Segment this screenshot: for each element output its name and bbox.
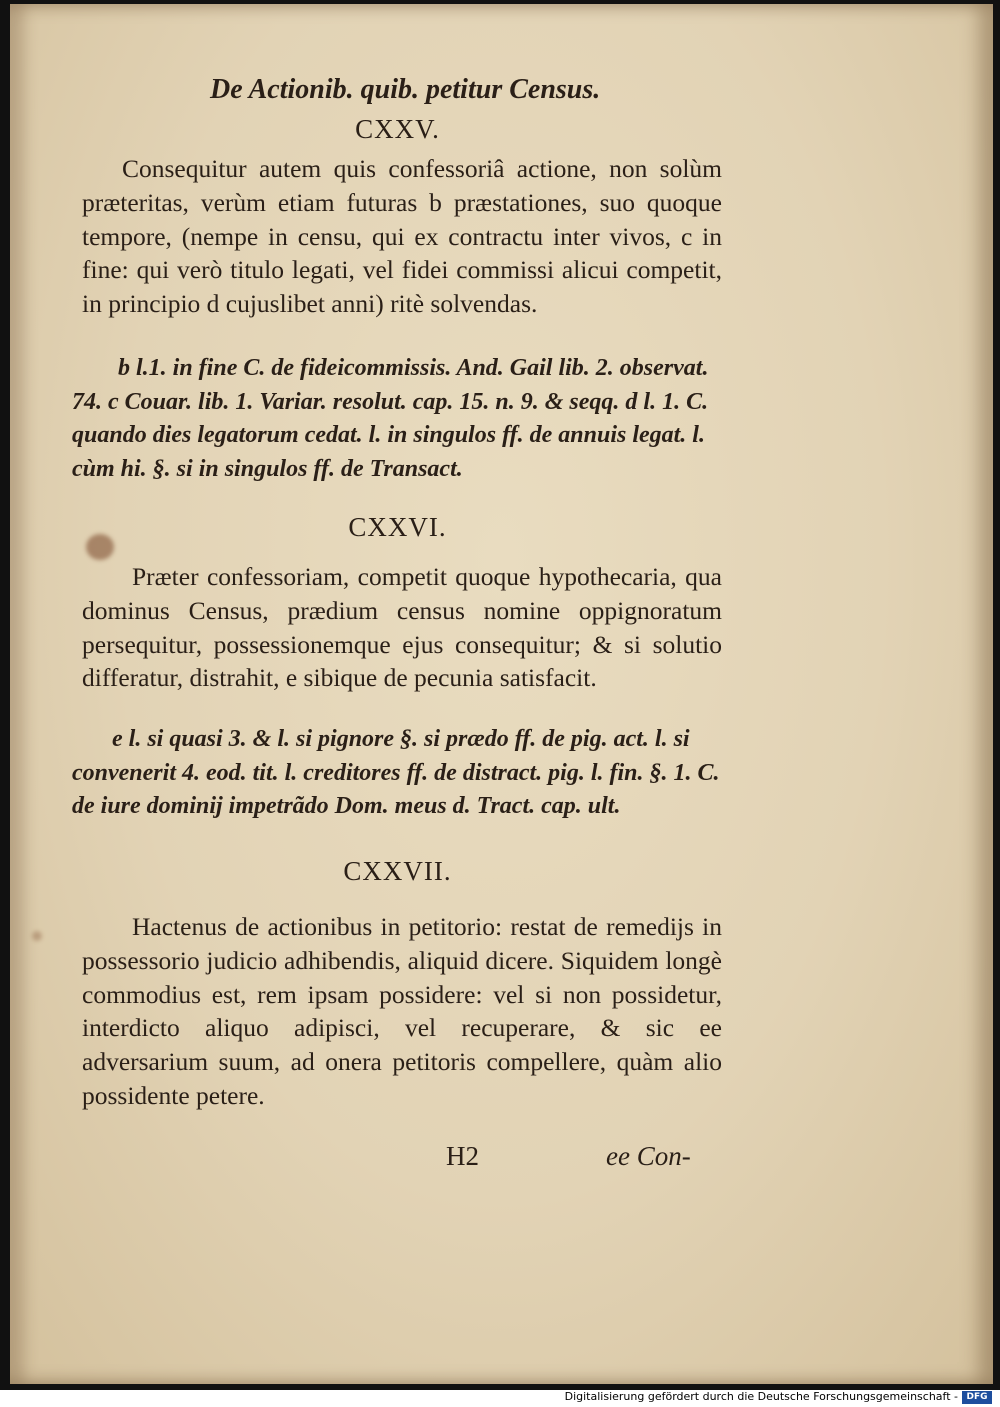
signature-mark: H2 [446,1141,479,1171]
footer-bar [0,1390,1000,1407]
section-heading: CXXV. [355,114,440,144]
section-heading: CXXVI. [348,512,447,542]
marginal-notes: e l. si quasi 3. & l. si pignore §. si prædo ff. de pig. act. l. si convenerit 4. eod. tit. l. creditores ff. de distract. pig. l. fin. §. 1. C. de iure dominij impetrãdo Dom. meus d. Tract. cap. ult. [72,726,720,819]
running-head: De Actionib. quib. petitur Census. [210,74,601,105]
section-heading: CXXVII. [343,856,452,886]
funding-credit: Digitalisierung gefördert durch die Deutsche Forschungsgemeinschaft - [564,1390,958,1403]
dfg-logo: DFG [962,1391,992,1404]
marginal-notes: b l.1. in fine C. de fideicommissis. And. Gail lib. 2. observat. 74. c Couar. lib. 1. Variar. resolut. cap. 15. n. 9. & seqq. d l. 1. C. quando dies legatorum cedat. l. in singulos ff. de annuis legat. l. cùm hi. §. si in singulos ff. de Transact. [72,355,709,482]
section-body: Consequitur autem quis confessoriâ actione, non solùm præteritas, verùm etiam futuras b præstationes, suo quoque tempore, (nempe in censu, qui ex contractu inter vivos, c in fine: qui verò titulo legati, vel fidei commissi alicui competit, in principio d cujuslibet anni) ritè solvendas. [82,154,722,319]
stain-mark [32,931,42,941]
section-body: Hactenus de actionibus in petitorio: restat de remedijs in possessorio judicio adhibendis, aliquid dicere. Siquidem longè commodius est, rem ipsam possidere: vel si non possidetur, interdicto aliquo adipisci, vel recuperare, & sic ee adversarium suum, ad onera petitoris compellere, quàm alio possidente petere. [82,912,722,1110]
section-body: Præter confessoriam, competit quoque hypothecaria, qua dominus Census, prædium census nomine oppignoratum persequitur, possessionemque ejus consequitur; & si solutio differatur, distrahit, e sibique de pecunia satisfacit. [82,562,722,693]
catchword: ee Con- [606,1141,691,1171]
